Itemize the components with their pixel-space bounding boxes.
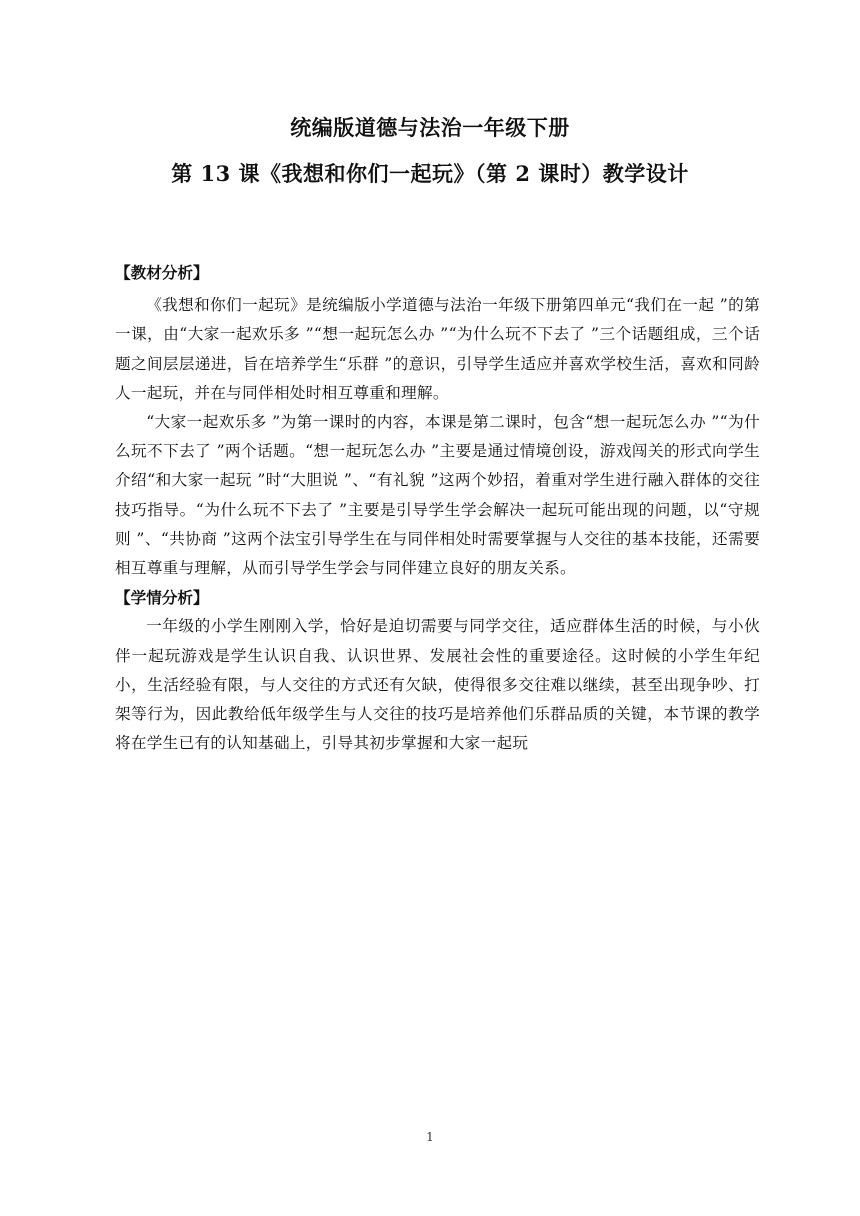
page-number: 1 [426,1130,434,1144]
document-body [115,258,760,758]
lesson-title-main: 第 13 课《我想和你们一起玩》（第 2 课时） [171,161,603,186]
paragraph: 一年级的小学生刚刚入学，恰好是迫切需要与同学交往，适应群体生活的时候，与小伙伴一起玩游戏是学生认识自我、认识世界、发展社会性的重要途径。这时候的小学生年纪小，生活经验有限，与人交往的方式还有欠缺，使得很多交往难以继续，甚至出现争吵、打架等行为，因此教给低年级学生与人交往的技巧是培养他们乐群品质的关键，本节课的教学将在学生已有的认知基础上，引导其初步掌握和大家一起玩 [115,617,760,753]
section-heading-textbook-analysis: 【教材分析】 [115,263,209,282]
paragraph: 《我想和你们一起玩》是统编版小学道德与法治一年级下册第四单元“我们在一起 ”的第一课，由“大家一起欢乐多 ”“想一起玩怎么办 ”“为什么玩不下去了 ”三个话题组成，三个话题之间层层递进，旨在培养学生“乐群 ”的意识，引导学生适应并喜欢学校生活，喜欢和同龄人一起玩，并在与同伴相处时相互尊重和理解。 [115,296,760,402]
section-heading-student-analysis: 【学情分析】 [115,588,209,608]
lesson-title [0,158,860,188]
paragraph: “大家一起欢乐多 ”为第一课时的内容，本课是第二课时，包含“想一起玩怎么办 ”“为什么玩不下去了 ”两个话题。“想一起玩怎么办 ”主要是通过情境创设，游戏闯关的形式向学生介绍“和大家一起玩 ”时“大胆说 ”、“有礼貌 ”这两个妙招，着重对学生进行融入群体的交往技巧指导。“为什么玩不下去了 ”主要是引导学生学会解决一起玩可能出现的问题，以“守规则 ”、“共协商 ”这两个法宝引导学生在与同伴相处时需要掌握与人交往的基本技能，还需要相互尊重与理解，从而引导学生学会与同伴建立良好的朋友关系。 [115,413,760,578]
document-title: 统编版道德与法治一年级下册 [290,115,570,140]
lesson-title-suffix: 教学设计 [602,161,689,186]
